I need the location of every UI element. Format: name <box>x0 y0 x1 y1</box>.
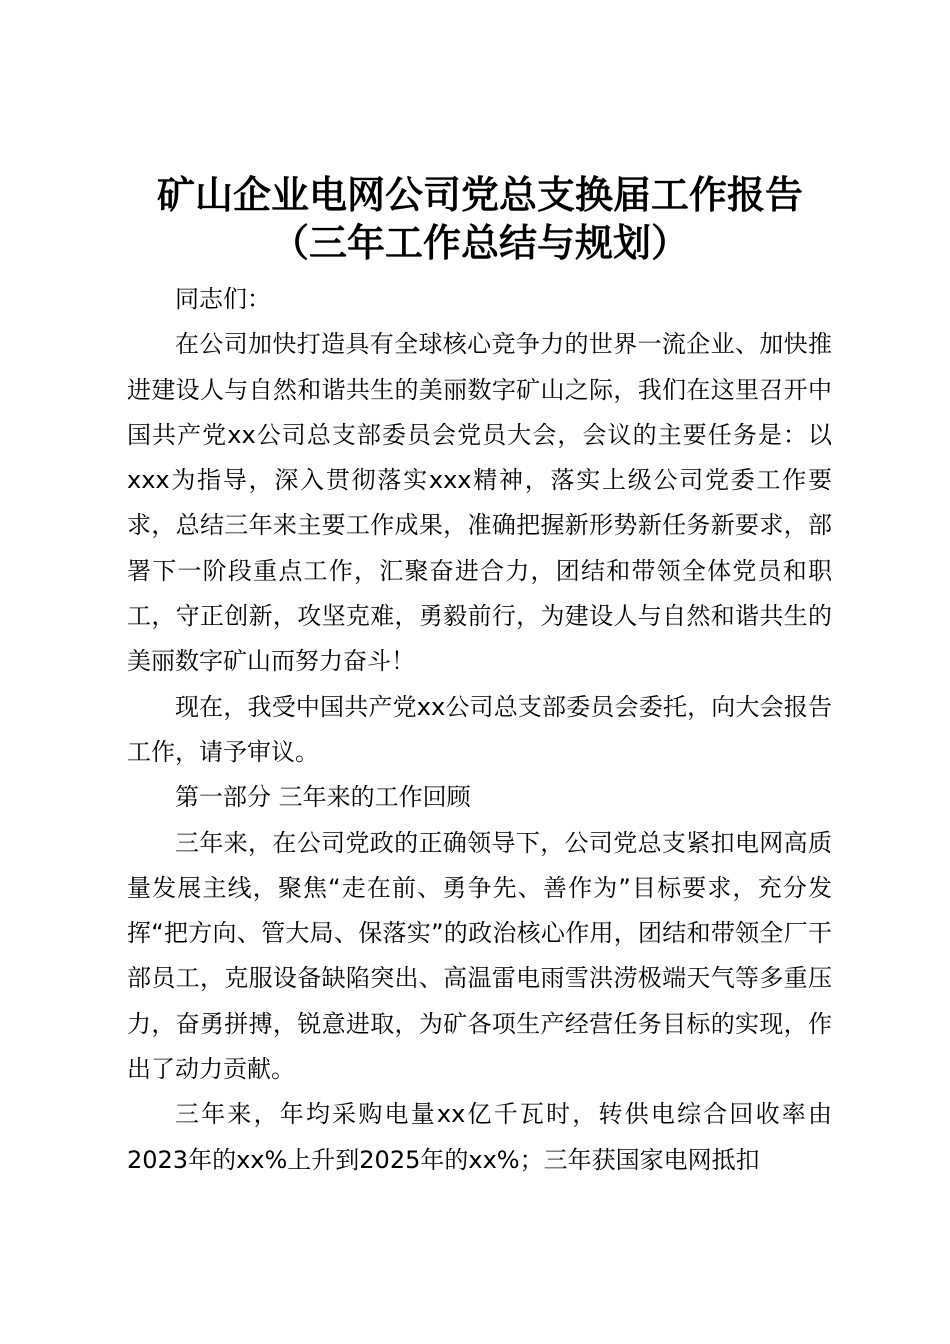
section-heading: 第一部分 三年来的工作回顾 <box>175 783 471 812</box>
paragraph-stats: 三年来，年均采购电量xx亿千瓦时，转供电综合回收率由2023年的xx%上升到2025年的xx%；三年获国家电网抵扣 <box>127 1100 832 1174</box>
document-title: 矿山企业电网公司党总支换届工作报告 <box>156 172 803 217</box>
paragraph-review: 三年来，在公司党政的正确领导下，公司党总支紧扣电网高质量发展主线，聚焦“走在前、勇争先、善作为”目标要求，充分发挥“把方向、管大局、保落实”的政治核心作用，团结和带领全厂干部员工，克服设备缺陷突出、高温雷电雨雪洪涝极端天气等多重压力，奋勇拼搏，锐意进取，为矿各项生产经营任务目标的实现，作出了动力贡献。 <box>127 828 832 1084</box>
paragraph-report: 现在，我受中国共产党xx公司总支部委员会委托，向大会报告工作，请予审议。 <box>127 692 832 766</box>
document-body <box>127 277 832 1183</box>
paragraph-intro: 在公司加快打造具有全球核心竞争力的世界一流企业、加快推进建设人与自然和谐共生的美丽数字矿山之际，我们在这里召开中国共产党xx公司总支部委员会党员大会，会议的主要任务是：以xxx为指导，深入贯彻落实xxx精神，落实上级公司党委工作要求，总结三年来主要工作成果，准确把握新形势新任务新要求，部署下一阶段重点工作，汇聚奋进合力，团结和带领全体党员和职工，守正创新，攻坚克难，勇毅前行，为建设人与自然和谐共生的美丽数字矿山而努力奋斗！ <box>127 330 832 676</box>
salutation: 同志们： <box>175 285 271 313</box>
document-subtitle: （三年工作总结与规划） <box>270 220 689 265</box>
